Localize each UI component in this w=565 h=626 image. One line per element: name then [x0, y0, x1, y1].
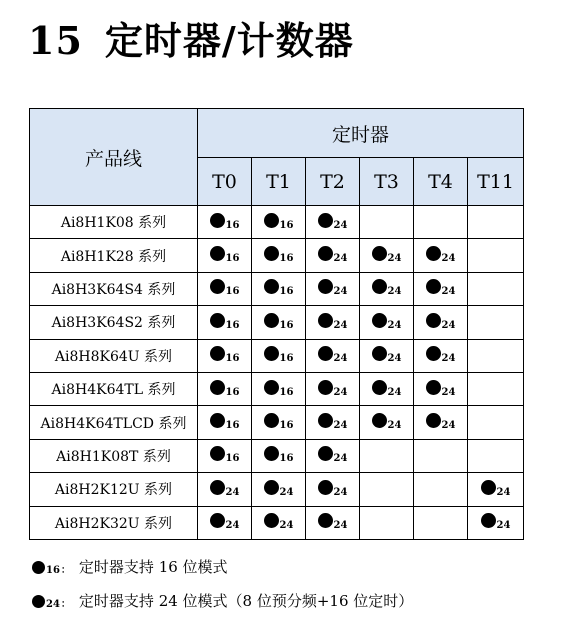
bit-mode-mark — [264, 413, 294, 432]
table-row — [30, 239, 524, 272]
bit-width-label: 16 — [279, 420, 294, 432]
timer-support-cell — [198, 406, 252, 439]
filled-circle-icon — [264, 446, 279, 461]
timer-support-cell — [252, 439, 306, 472]
bit-width-label: 24 — [279, 486, 294, 498]
bit-width-label: 24 — [441, 353, 456, 365]
bit-mode-mark — [210, 313, 240, 331]
bit-mode-mark — [426, 313, 456, 331]
bit-mode-mark — [264, 279, 294, 298]
filled-circle-icon — [481, 480, 496, 495]
bit-mode-mark — [318, 279, 348, 298]
timer-support-cell — [198, 339, 252, 372]
filled-circle-icon — [210, 380, 225, 395]
bit-width-label: 24 — [333, 520, 348, 532]
legend-colon: ： — [60, 565, 71, 576]
filled-circle-icon — [318, 279, 333, 294]
bit-width-label: 24 — [333, 353, 348, 365]
bit-width-label: 24 — [279, 520, 294, 532]
timer-support-cell — [360, 506, 414, 539]
timer-support-cell — [360, 439, 414, 472]
filled-circle-icon — [426, 346, 441, 361]
filled-circle-icon — [426, 413, 441, 428]
table-row — [30, 473, 524, 506]
timer-support-cell — [198, 239, 252, 272]
bit-mode-mark — [318, 480, 348, 498]
timer-column-header: T1 — [252, 158, 306, 206]
timer-support-cell — [306, 339, 360, 372]
timer-support-cell — [360, 206, 414, 239]
bit-width-label: 16 — [279, 386, 294, 398]
bit-mode-mark — [210, 480, 240, 498]
bit-mode-mark — [210, 446, 240, 465]
filled-circle-icon — [372, 413, 387, 428]
filled-circle-icon — [318, 380, 333, 395]
bit-width-label: 24 — [333, 420, 348, 432]
bit-width-label: 16 — [279, 286, 294, 298]
timer-support-cell — [252, 506, 306, 539]
bit-mode-mark — [426, 380, 456, 398]
timer-support-cell — [360, 339, 414, 372]
timer-support-cell — [468, 439, 524, 472]
table-row — [30, 272, 524, 305]
bit-width-label: 16 — [225, 453, 240, 465]
legend-bit-width: 24 — [46, 599, 60, 610]
timer-support-cell — [468, 372, 524, 405]
timer-support-cell — [468, 272, 524, 305]
product-name-cell: Ai8H1K08T 系列 — [30, 439, 198, 472]
bit-width-label: 24 — [333, 386, 348, 398]
bit-width-label: 24 — [387, 286, 402, 298]
timer-support-cell — [252, 239, 306, 272]
timer-support-cell — [306, 272, 360, 305]
timer-support-cell — [198, 272, 252, 305]
legend-text: 定时器支持 16 位模式 — [78, 558, 228, 576]
timer-support-cell — [360, 473, 414, 506]
timer-column-header: T11 — [468, 158, 524, 206]
filled-circle-icon — [210, 213, 225, 228]
legend-item — [32, 590, 413, 611]
product-name-cell: Ai8H8K64U 系列 — [30, 339, 198, 372]
timer-group-header: 定时器 — [198, 109, 524, 158]
timer-support-cell — [252, 372, 306, 405]
timer-support-cell — [414, 339, 468, 372]
legend-key — [32, 559, 71, 574]
timer-support-cell — [360, 406, 414, 439]
timer-support-cell — [414, 272, 468, 305]
legend-key — [32, 593, 71, 608]
filled-circle-icon — [210, 313, 225, 328]
filled-circle-icon — [210, 413, 225, 428]
timer-support-cell — [198, 473, 252, 506]
section-heading-text: 定时器/计数器 — [104, 18, 354, 63]
bit-width-label: 24 — [387, 353, 402, 365]
product-name-cell: Ai8H3K64S4 系列 — [30, 272, 198, 305]
timer-support-cell — [198, 206, 252, 239]
bit-mode-mark — [372, 413, 402, 432]
timer-support-cell — [252, 406, 306, 439]
product-name-cell: Ai8H2K12U 系列 — [30, 473, 198, 506]
filled-circle-icon — [210, 279, 225, 294]
timer-support-cell — [468, 206, 524, 239]
bit-mode-mark — [318, 513, 348, 532]
filled-circle-icon — [264, 246, 279, 261]
filled-circle-icon — [210, 346, 225, 361]
filled-circle-icon — [426, 246, 441, 261]
filled-circle-icon — [481, 513, 496, 528]
filled-circle-icon — [372, 346, 387, 361]
bit-mode-mark — [318, 213, 348, 231]
filled-circle-icon — [264, 346, 279, 361]
product-name-cell: Ai8H3K64S2 系列 — [30, 306, 198, 339]
filled-circle-icon — [426, 380, 441, 395]
timer-support-cell — [414, 206, 468, 239]
filled-circle-icon — [318, 213, 333, 228]
timer-support-cell — [252, 272, 306, 305]
legend-colon: ： — [60, 599, 71, 610]
bit-width-label: 24 — [387, 386, 402, 398]
bit-width-label: 16 — [225, 319, 240, 331]
filled-circle-icon — [264, 213, 279, 228]
bit-mode-mark — [210, 513, 240, 532]
filled-circle-icon — [318, 480, 333, 495]
bit-width-label: 24 — [333, 453, 348, 465]
bit-mode-mark — [372, 346, 402, 365]
timer-support-cell — [468, 406, 524, 439]
timer-support-cell — [360, 372, 414, 405]
filled-circle-icon — [264, 313, 279, 328]
timer-support-cell — [252, 206, 306, 239]
timer-support-cell — [414, 406, 468, 439]
bit-width-label: 16 — [225, 219, 240, 231]
filled-circle-icon — [318, 346, 333, 361]
product-name-cell: Ai8H1K08 系列 — [30, 206, 198, 239]
timer-support-cell — [198, 306, 252, 339]
bit-mode-mark — [372, 279, 402, 298]
timer-column-header: T2 — [306, 158, 360, 206]
bit-mode-mark — [481, 513, 511, 532]
timer-support-cell — [252, 473, 306, 506]
bit-mode-mark — [318, 246, 348, 265]
legend-item — [32, 556, 228, 577]
timer-support-cell — [414, 473, 468, 506]
timer-support-cell — [306, 206, 360, 239]
table-row — [30, 339, 524, 372]
timer-table-body — [30, 206, 524, 540]
filled-circle-icon — [372, 380, 387, 395]
timer-support-cell — [468, 339, 524, 372]
bit-mode-mark — [264, 346, 294, 365]
bit-mode-mark — [481, 480, 511, 498]
bit-mode-mark — [426, 279, 456, 298]
bit-width-label: 24 — [333, 253, 348, 265]
timer-support-cell — [306, 239, 360, 272]
bit-mode-mark — [318, 413, 348, 432]
filled-circle-icon — [264, 380, 279, 395]
bit-width-label: 16 — [279, 219, 294, 231]
bit-width-label: 16 — [279, 353, 294, 365]
bit-width-label: 24 — [333, 486, 348, 498]
bit-mode-mark — [318, 380, 348, 398]
filled-circle-icon — [264, 513, 279, 528]
bit-width-label: 16 — [225, 353, 240, 365]
bit-mode-mark — [210, 279, 240, 298]
bit-width-label: 16 — [225, 420, 240, 432]
bit-width-label: 16 — [279, 319, 294, 331]
bit-mode-mark — [210, 380, 240, 398]
legend-bit-width: 16 — [46, 565, 60, 576]
bit-mode-mark — [372, 313, 402, 331]
bit-width-label: 24 — [387, 420, 402, 432]
bit-width-label: 24 — [387, 253, 402, 265]
bit-mode-mark — [264, 480, 294, 498]
bit-width-label: 24 — [225, 520, 240, 532]
bit-mode-mark — [264, 213, 294, 231]
bit-width-label: 24 — [441, 286, 456, 298]
section-number: 15 — [28, 18, 83, 63]
timer-support-cell — [306, 406, 360, 439]
timer-support-cell — [198, 506, 252, 539]
bit-mode-mark — [264, 246, 294, 265]
timer-support-cell — [360, 272, 414, 305]
table-row — [30, 206, 524, 239]
filled-circle-icon — [318, 513, 333, 528]
bit-width-label: 24 — [225, 486, 240, 498]
filled-circle-icon — [372, 279, 387, 294]
filled-circle-icon — [318, 413, 333, 428]
bit-width-label: 16 — [279, 253, 294, 265]
table-row — [30, 306, 524, 339]
filled-circle-icon — [210, 246, 225, 261]
bit-width-label: 24 — [333, 219, 348, 231]
filled-circle-icon — [264, 279, 279, 294]
filled-circle-icon — [318, 446, 333, 461]
bit-width-label: 24 — [441, 420, 456, 432]
bit-mode-mark — [318, 346, 348, 365]
filled-circle-icon — [372, 246, 387, 261]
bit-mode-mark — [372, 246, 402, 265]
filled-circle-icon — [32, 561, 45, 574]
filled-circle-icon — [318, 246, 333, 261]
timer-column-header: T0 — [198, 158, 252, 206]
legend-text: 定时器支持 24 位模式（8 位预分频+16 位定时） — [78, 592, 414, 610]
bit-mode-mark — [264, 446, 294, 465]
timer-support-cell — [414, 239, 468, 272]
filled-circle-icon — [32, 595, 45, 608]
timer-support-cell — [414, 506, 468, 539]
bit-width-label: 16 — [225, 386, 240, 398]
bit-mode-mark — [264, 513, 294, 532]
product-line-header: 产品线 — [30, 109, 198, 206]
bit-width-label: 16 — [279, 453, 294, 465]
bit-width-label: 16 — [225, 286, 240, 298]
timer-support-cell — [414, 439, 468, 472]
bit-mode-mark — [426, 413, 456, 432]
product-name-cell: Ai8H2K32U 系列 — [30, 506, 198, 539]
product-name-cell: Ai8H4K64TL 系列 — [30, 372, 198, 405]
bit-width-label: 24 — [387, 319, 402, 331]
filled-circle-icon — [210, 446, 225, 461]
table-row — [30, 372, 524, 405]
product-name-cell: Ai8H4K64TLCD 系列 — [30, 406, 198, 439]
bit-mode-mark — [210, 346, 240, 365]
bit-width-label: 24 — [496, 486, 511, 498]
timer-support-cell — [252, 306, 306, 339]
timer-support-cell — [414, 372, 468, 405]
bit-mode-mark — [210, 246, 240, 265]
section-title — [28, 10, 354, 65]
filled-circle-icon — [210, 513, 225, 528]
bit-width-label: 24 — [333, 286, 348, 298]
filled-circle-icon — [210, 480, 225, 495]
timer-support-cell — [360, 239, 414, 272]
timer-support-cell — [468, 239, 524, 272]
table-row — [30, 439, 524, 472]
timer-support-cell — [468, 306, 524, 339]
bit-mode-mark — [318, 446, 348, 465]
timer-support-cell — [198, 372, 252, 405]
bit-width-label: 24 — [441, 319, 456, 331]
bit-width-label: 24 — [333, 319, 348, 331]
bit-mode-mark — [210, 413, 240, 432]
bit-mode-mark — [372, 380, 402, 398]
timer-column-header: T4 — [414, 158, 468, 206]
bit-width-label: 24 — [496, 520, 511, 532]
timer-support-cell — [306, 372, 360, 405]
timer-support-cell — [468, 473, 524, 506]
timer-support-cell — [306, 439, 360, 472]
bit-width-label: 24 — [441, 253, 456, 265]
timer-table — [29, 108, 524, 540]
bit-mode-mark — [426, 246, 456, 265]
bit-mode-mark — [264, 313, 294, 331]
filled-circle-icon — [264, 480, 279, 495]
filled-circle-icon — [264, 413, 279, 428]
timer-support-cell — [306, 306, 360, 339]
timer-support-cell — [306, 473, 360, 506]
timer-support-cell — [360, 306, 414, 339]
bit-mode-mark — [318, 313, 348, 331]
filled-circle-icon — [426, 279, 441, 294]
timer-support-cell — [306, 506, 360, 539]
product-name-cell: Ai8H1K28 系列 — [30, 239, 198, 272]
bit-mode-mark — [426, 346, 456, 365]
filled-circle-icon — [372, 313, 387, 328]
table-row — [30, 406, 524, 439]
bit-mode-mark — [264, 380, 294, 398]
timer-support-cell — [414, 306, 468, 339]
filled-circle-icon — [318, 313, 333, 328]
timer-support-cell — [252, 339, 306, 372]
bit-width-label: 16 — [225, 253, 240, 265]
filled-circle-icon — [426, 313, 441, 328]
timer-support-cell — [198, 439, 252, 472]
timer-column-header: T3 — [360, 158, 414, 206]
table-row — [30, 506, 524, 539]
bit-mode-mark — [210, 213, 240, 231]
timer-support-cell — [468, 506, 524, 539]
bit-width-label: 24 — [441, 386, 456, 398]
